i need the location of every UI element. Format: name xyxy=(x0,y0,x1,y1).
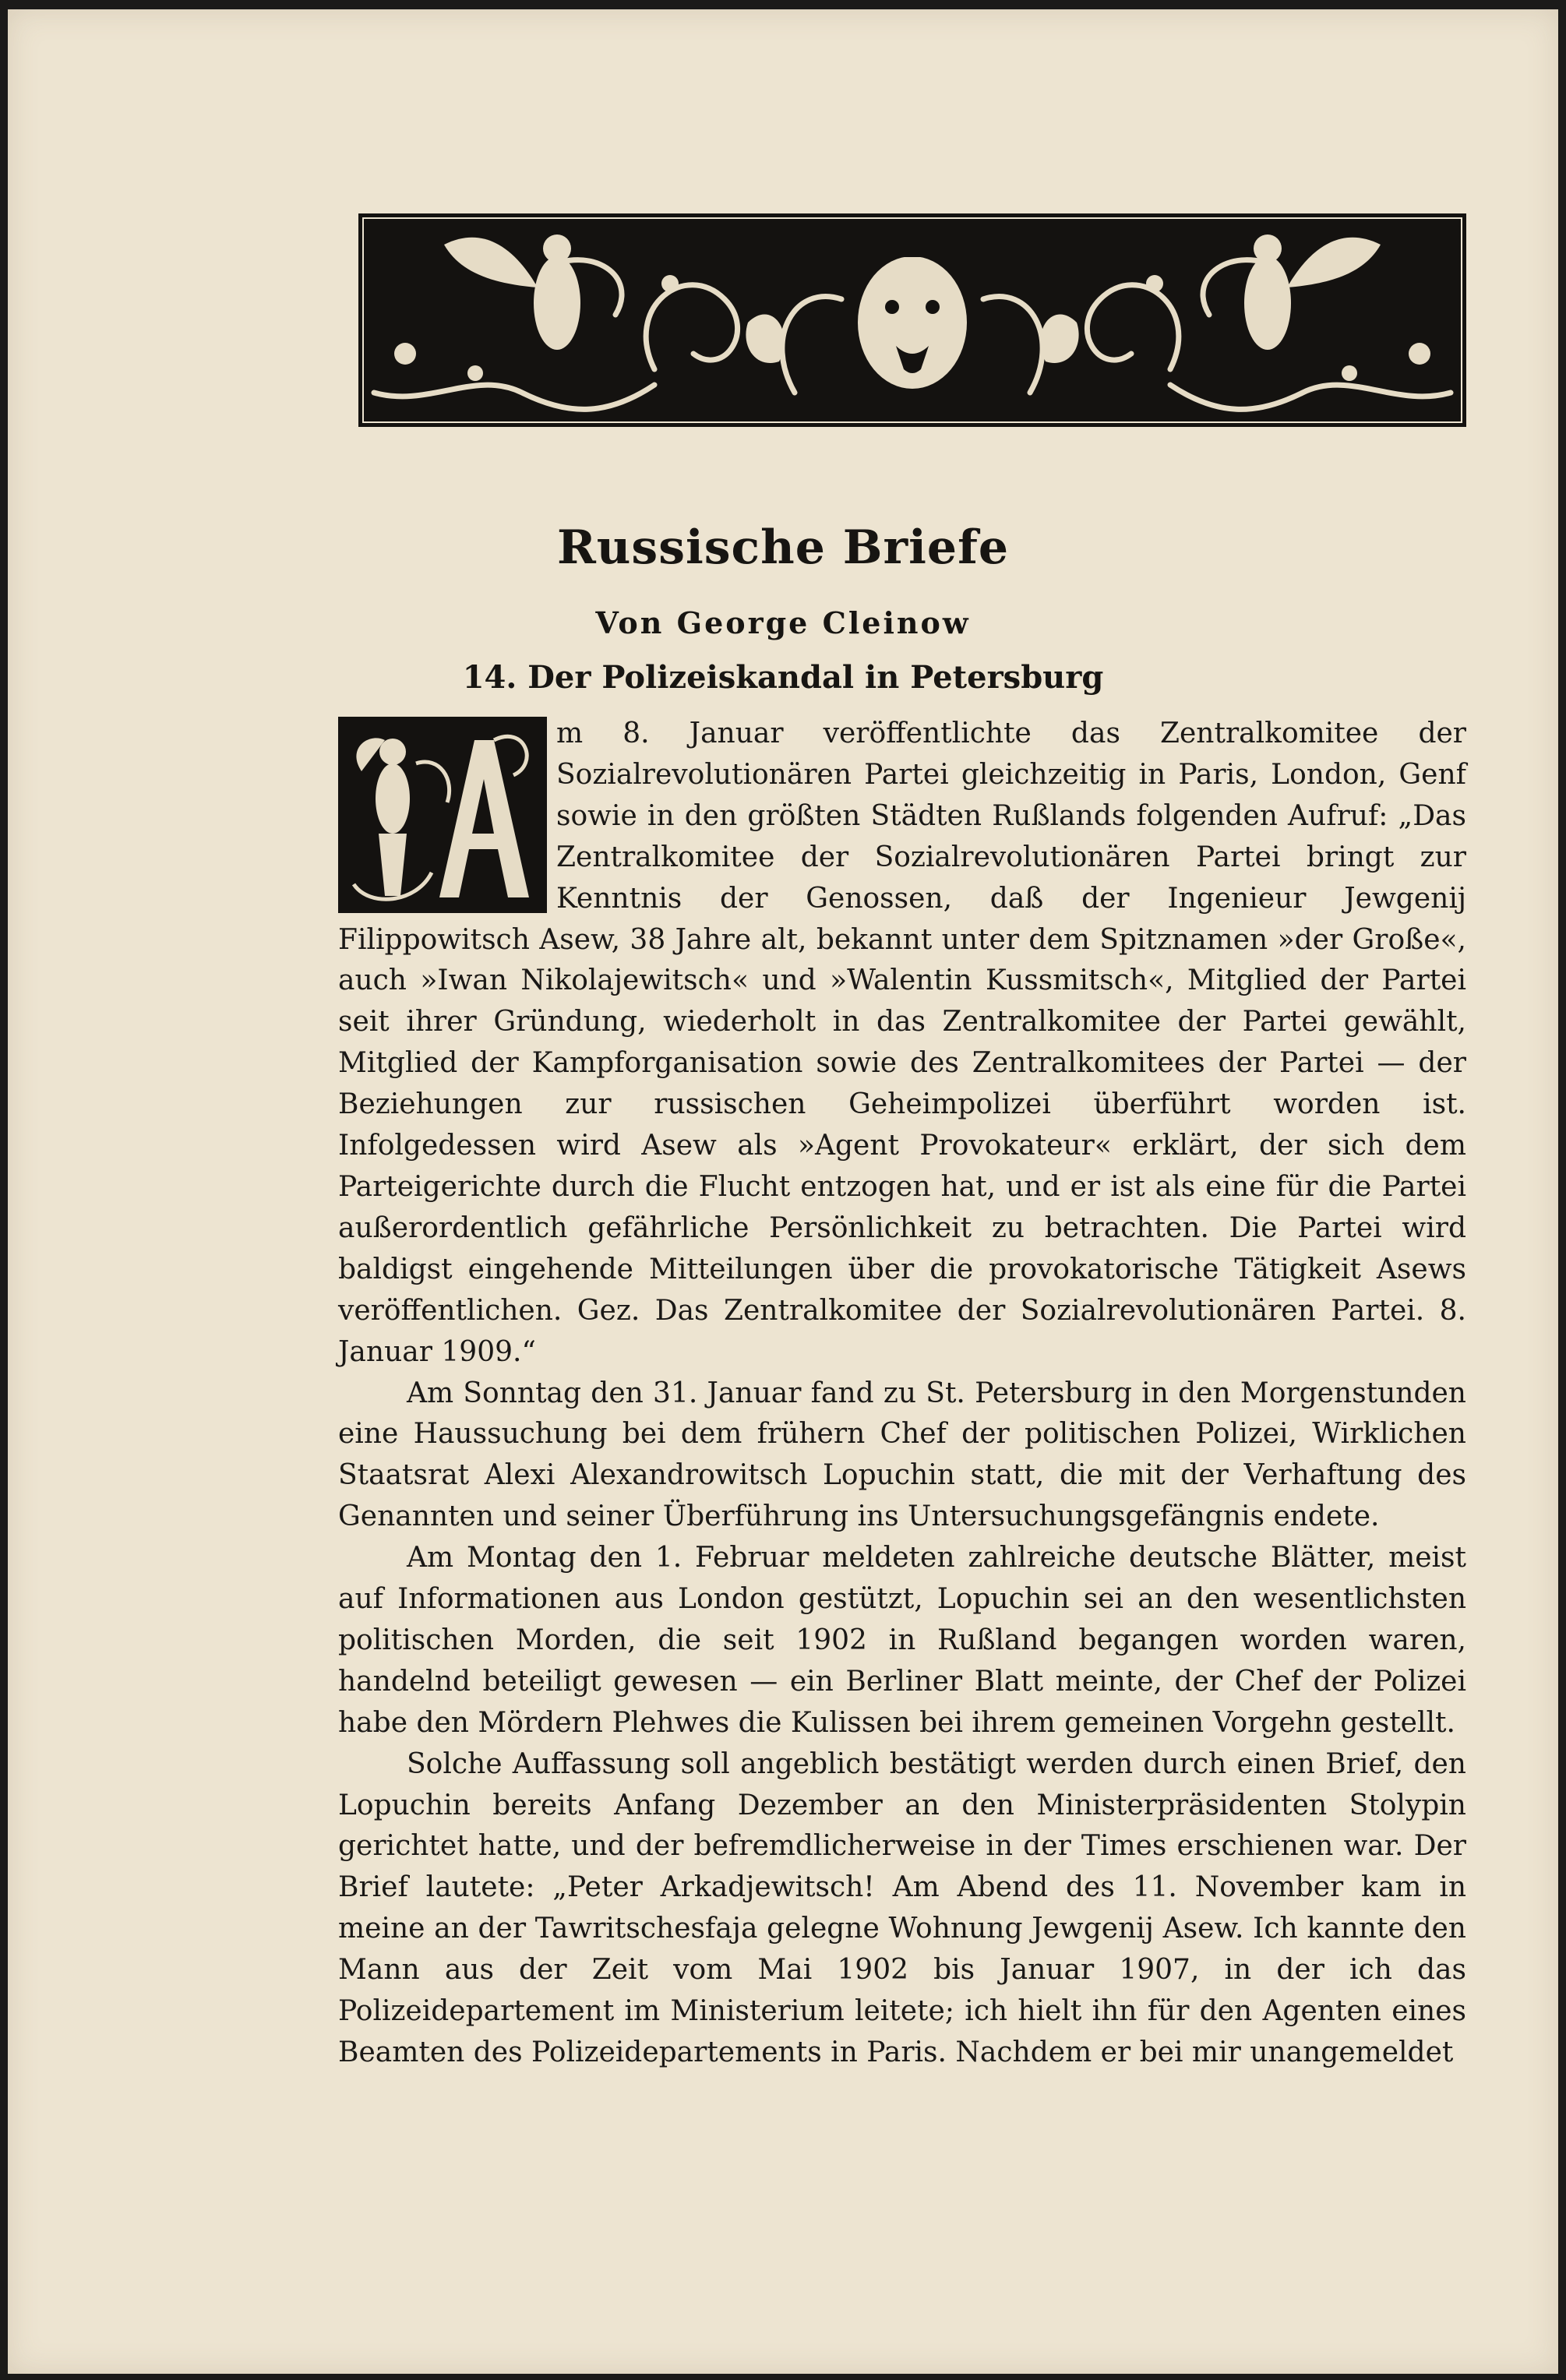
article-body xyxy=(338,714,1466,2074)
paragraph: Solche Auffassung soll angeblich bestätigt werden durch einen Brief, den Lopuchin bereits Anfang Dezember an den Ministerpräsidenten Stolypin gerichtet hatte, und der befremdlicherweise in der Times erschienen war. Der Brief lautete: „Peter Arkadjewitsch! Am Abend des 11. November kam in meine an der Tawritschesfaja gelegne Wohnung Jewgenij Asew. Ich kannte den Mann aus der Zeit vom Mai 1902 bis Januar 1907, in der ich das Polizeidepartement im Ministerium leitete; ich hielt ihn für den Agenten eines Beamten des Polizeidepartements in Paris. Nachdem er bei mir unangemeldet xyxy=(338,1747,1466,2068)
paragraph: m 8. Januar veröffentlichte das Zentralkomitee der Sozialrevolutionären Partei gleichzeitig in Paris, London, Genf sowie in den größten Städten Rußlands folgenden Aufruf: „Das Zentralkomitee der Sozialrevolutionären Partei bringt zur Kenntnis der Genossen, daß der Ingenieur Jewgenij Filippowitsch Asew, 38 Jahre alt, bekannt unter dem Spitznamen »der Große«, auch »Iwan Nikolajewitsch« und »Walentin Kussmitsch«, Mitglied der Partei seit ihrer Gründung, wiederholt in das Zentralkomitee der Partei gewählt, Mitglied der Kampforganisation sowie des Zentralkomitees der Partei — der Beziehungen zur russischen Geheimpolizei überführt worden ist. Infolgedessen wird Asew als »Agent Provokateur« erklärt, der sich dem Parteigerichte durch die Flucht entzogen hat, und er ist als eine für die Partei außerordentlich gefährliche Persönlichkeit zu betrachten. Die Partei wird baldigst eingehende Mitteilungen über die provokatorische Tätigkeit Asews veröffentlichen. Gez. Das Zentralkomitee der Sozialrevolutionären Partei. 8. Januar 1909.“ xyxy=(338,718,1466,1368)
paragraph: Am Montag den 1. Februar meldeten zahlreiche deutsche Blätter, meist auf Informationen aus London gestützt, Lopuchin sei an den wesentlichsten politischen Morden, die seit 1902 in Rußland begangen worden waren, handelnd beteiligt gewesen — ein Berliner Blatt meinte, der Chef der Polizei habe den Mördern Plehwes die Kulissen bei ihrem gemeinen Vorgehn gestellt. xyxy=(338,1542,1466,1739)
paragraph: Am Sonntag den 31. Januar fand zu St. Petersburg in den Morgenstunden eine Haussuchung bei dem frühern Chef der politischen Polizei, Wirklichen Staatsrat Alexi Alexandrowitsch Lopuchin statt, die mit der Verhaftung des Genannten und seiner Überführung ins Untersuchungsgefängnis endete. xyxy=(338,1377,1466,1533)
article-title: Russische Briefe xyxy=(556,520,1010,575)
document-page xyxy=(8,9,1558,2374)
header-ornament-icon xyxy=(358,213,1466,427)
article-author: Von George Cleinow xyxy=(595,605,971,640)
chapter-heading: 14. Der Polizeiskandal in Petersburg xyxy=(462,659,1104,696)
